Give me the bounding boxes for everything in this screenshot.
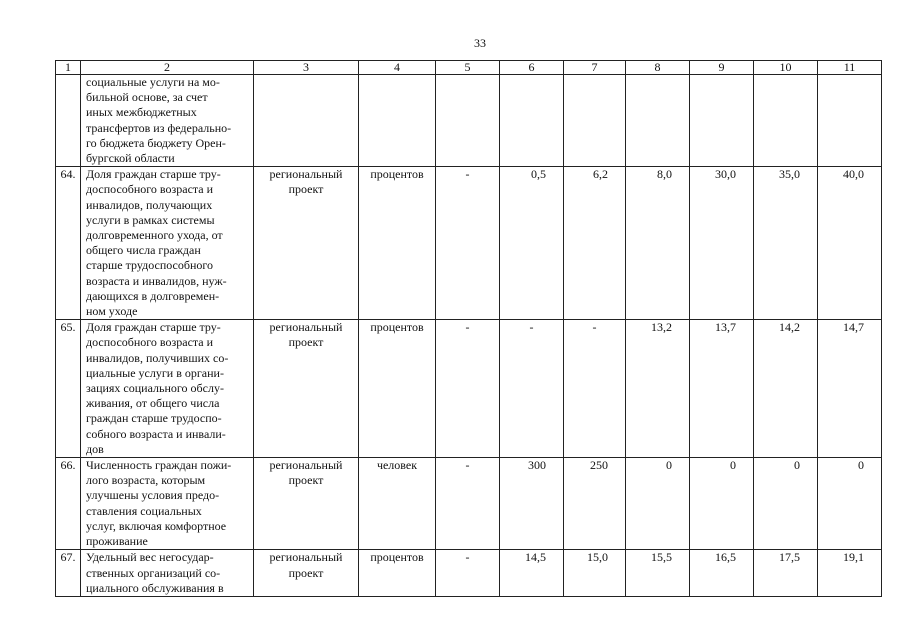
row-number: 67.	[56, 550, 81, 597]
column-header: 1	[56, 61, 81, 75]
table-row	[56, 458, 882, 550]
table-row	[56, 75, 882, 167]
value-cell	[818, 75, 882, 167]
column-header: 4	[359, 61, 436, 75]
indicator-unit: человек	[359, 458, 436, 550]
indicator-level: региональный проект	[254, 167, 359, 320]
value-cell	[754, 75, 818, 167]
column-header: 3	[254, 61, 359, 75]
value-cell: 16,5	[690, 550, 754, 597]
row-number	[56, 75, 81, 167]
table-row	[56, 550, 882, 597]
value-cell: 6,2	[564, 167, 626, 320]
value-cell	[436, 75, 500, 167]
value-cell: 0	[754, 458, 818, 550]
value-cell: 15,0	[564, 550, 626, 597]
indicator-table	[55, 60, 882, 597]
indicator-level: региональный проект	[254, 458, 359, 550]
value-cell: 0	[626, 458, 690, 550]
column-header: 10	[754, 61, 818, 75]
indicator-unit: процентов	[359, 320, 436, 458]
value-cell	[626, 75, 690, 167]
value-cell: -	[436, 167, 500, 320]
page-number: 33	[474, 36, 486, 50]
value-cell	[564, 75, 626, 167]
indicator-level: региональный проект	[254, 550, 359, 597]
value-cell: 30,0	[690, 167, 754, 320]
value-cell: 14,7	[818, 320, 882, 458]
value-cell: -	[436, 550, 500, 597]
value-cell: -	[436, 320, 500, 458]
table-row	[56, 320, 882, 458]
value-cell: -	[436, 458, 500, 550]
indicator-unit	[359, 75, 436, 167]
value-cell: -	[564, 320, 626, 458]
value-cell: 13,7	[690, 320, 754, 458]
value-cell: 8,0	[626, 167, 690, 320]
column-header: 11	[818, 61, 882, 75]
column-header: 8	[626, 61, 690, 75]
column-header: 9	[690, 61, 754, 75]
value-cell: 0,5	[500, 167, 564, 320]
indicator-unit: процентов	[359, 167, 436, 320]
indicator-level	[254, 75, 359, 167]
value-cell: 250	[564, 458, 626, 550]
value-cell: 0	[818, 458, 882, 550]
row-number: 65.	[56, 320, 81, 458]
value-cell: 13,2	[626, 320, 690, 458]
column-header: 6	[500, 61, 564, 75]
column-header: 5	[436, 61, 500, 75]
value-cell: 0	[690, 458, 754, 550]
indicator-unit: процентов	[359, 550, 436, 597]
row-number: 66.	[56, 458, 81, 550]
table-row	[56, 167, 882, 320]
value-cell: 14,5	[500, 550, 564, 597]
table-header-row	[56, 61, 882, 75]
value-cell: -	[500, 320, 564, 458]
indicator-name: Доля граждан старше тру- доспособного возраста и инвалидов, получивших со- циальные услуги в органи- зациях социального обслу- живания, от общего числа граждан старше трудоспо- собного возраста и инвали- дов	[81, 320, 254, 458]
column-header: 2	[81, 61, 254, 75]
indicator-name: социальные услуги на мо- бильной основе, за счет иных межбюджетных трансфертов из федерально- го бюджета бюджету Орен- бургской области	[81, 75, 254, 167]
row-number: 64.	[56, 167, 81, 320]
value-cell: 35,0	[754, 167, 818, 320]
indicator-name: Численность граждан пожи- лого возраста, которым улучшены условия предо- ставления социальных услуг, включая комфортное проживание	[81, 458, 254, 550]
value-cell: 14,2	[754, 320, 818, 458]
value-cell: 15,5	[626, 550, 690, 597]
value-cell	[690, 75, 754, 167]
column-header: 7	[564, 61, 626, 75]
value-cell: 300	[500, 458, 564, 550]
indicator-name: Удельный вес негосудар- ственных организаций со- циального обслуживания в	[81, 550, 254, 597]
value-cell: 17,5	[754, 550, 818, 597]
value-cell: 40,0	[818, 167, 882, 320]
value-cell	[500, 75, 564, 167]
value-cell: 19,1	[818, 550, 882, 597]
indicator-name: Доля граждан старше тру- доспособного возраста и инвалидов, получающих услуги в рамках системы долговременного ухода, от общего числа граждан старше трудоспособного возраста и инвалидов, нуж- дающихся в долговремен- ном уходе	[81, 167, 254, 320]
indicator-level: региональный проект	[254, 320, 359, 458]
